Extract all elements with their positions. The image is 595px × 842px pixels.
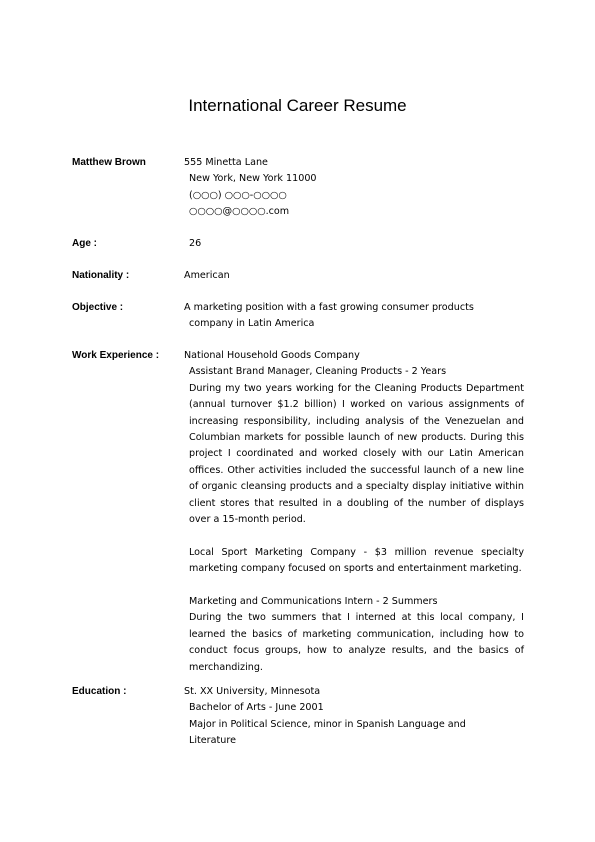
work-experience-content (184, 348, 524, 676)
education-label: Education : (72, 686, 127, 697)
education-content (184, 684, 524, 750)
nationality-value: American (184, 270, 230, 281)
role-2-title: Marketing and Communications Intern - 2 Summers (189, 596, 438, 608)
age-label: Age : (72, 238, 97, 249)
company-2-description: Local Sport Marketing Company - $3 million revenue specialty marketing company focused on sports and entertainment marketing. (189, 546, 524, 575)
nationality-content (184, 268, 524, 284)
age-content (184, 236, 524, 252)
street-address: 555 Minetta Lane (184, 157, 268, 168)
role-2-description: During the two summers that I interned at this local company, I learned the basics of marketing communication, including how to conduct focus groups, how to analyze results, and the basics of merchandizing. (189, 612, 524, 673)
email-address: ○○○○@○○○○.com (189, 206, 290, 218)
major-line-1: Major in Political Science, minor in Spanish Language and (189, 718, 466, 730)
objective-line-2: company in Latin America (189, 318, 315, 330)
objective-label: Objective : (72, 302, 124, 313)
objective-content (184, 300, 524, 333)
degree: Bachelor of Arts - June 2001 (189, 702, 324, 714)
spacer (184, 578, 524, 594)
company-1-name: National Household Goods Company (184, 350, 360, 361)
spacer (184, 528, 524, 544)
role-1-description: During my two years working for the Cleaning Products Department (annual turnover $1.2 billion) I worked on various assignments of increasing responsibility, including analysis of the Venezuelan and Columbian markets for possible launch of new products. During this project I coordinated and worked closely with our Latin American offices. Other activities included the successful launch of a new line of organic cleansing products and a specialty display initiative within client stores that resulted in a doubling of the number of displays over a 15-month period. (189, 382, 524, 526)
phone-number: (○○○) ○○○-○○○○ (189, 189, 287, 201)
nationality-label: Nationality : (72, 270, 130, 281)
role-1-title: Assistant Brand Manager, Cleaning Products - 2 Years (189, 366, 447, 378)
age-value: 26 (189, 238, 202, 249)
major-line-2: Literature (189, 735, 236, 747)
work-experience-label: Work Experience : (72, 350, 160, 361)
contact-details (184, 155, 524, 221)
document-title: International Career Resume (188, 96, 407, 115)
name-label: Matthew Brown (72, 157, 146, 168)
city-address: New York, New York 11000 (189, 173, 317, 185)
school-name: St. XX University, Minnesota (184, 686, 321, 697)
objective-line-1: A marketing position with a fast growing consumer products (184, 302, 474, 313)
